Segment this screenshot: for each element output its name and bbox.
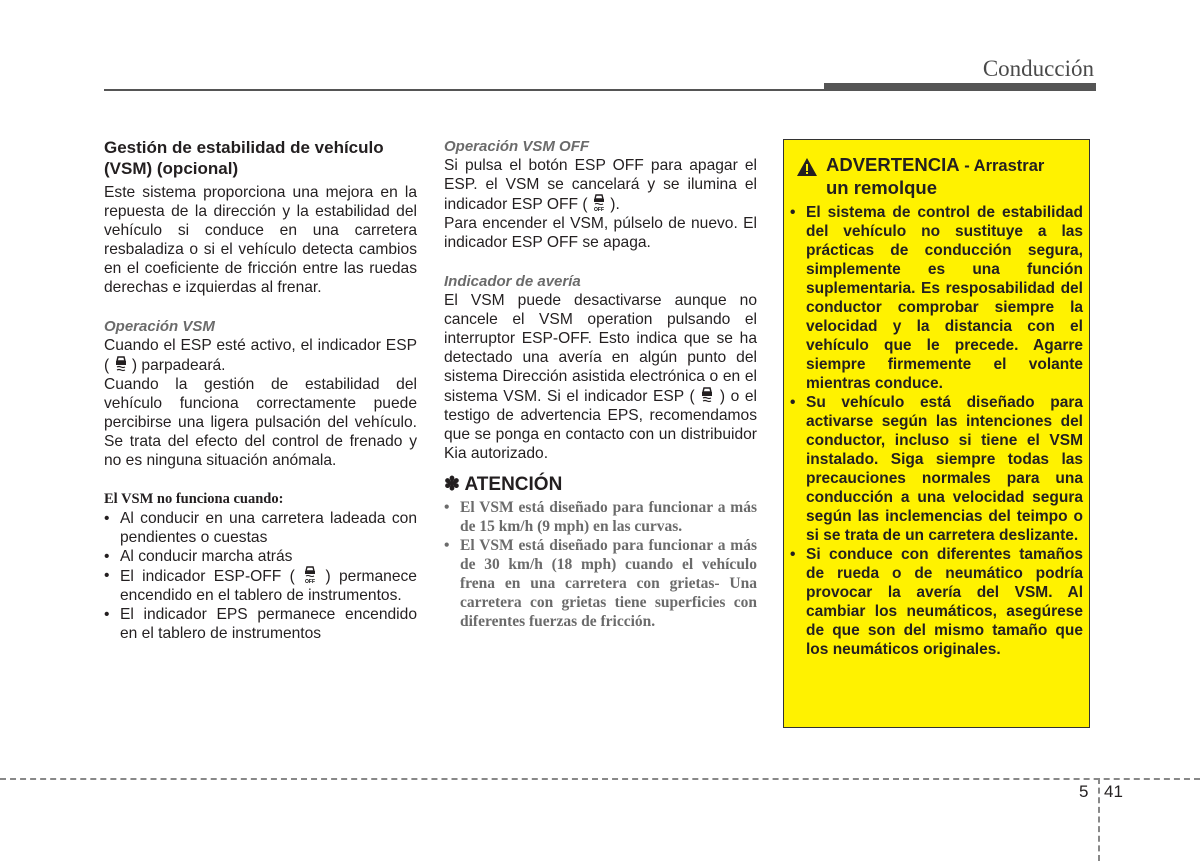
vsm-off-paragraph-2: Para encender el VSM, púlselo de nuevo. El indicador ESP OFF se apaga.	[444, 215, 757, 251]
not-working-list	[104, 509, 417, 643]
column-middle	[444, 137, 757, 631]
footer-vertical-divider	[1098, 778, 1100, 861]
warning-box	[783, 139, 1090, 728]
list-item: • El indicador ESP-OFF ( OFF ) permanece encendido en el tablero de instrumentos.	[104, 566, 417, 605]
list-item: • Si conduce con diferentes tamaños de rueda o de neumático podría provocar la avería del VSM. Al cambiar los neumáticos, asegúrese de que son del mismo tamaño que los neumáticos originales.	[790, 545, 1083, 659]
column-left	[104, 137, 417, 643]
intro-paragraph: Este sistema proporciona una mejora en la repuesta de la dirección y la estabilidad del vehículo si conduce en una carretera resbaladiza o si el vehículo detecta cambios en el coeficiente de fricción entre las ruedas derechas e izquierdas al frenar.	[104, 184, 417, 296]
list-item: • Su vehículo está diseñado para activarse según las intenciones del conductor, incluso si tiene el VSM instalado. Siga siempre todas las precauciones normales para una conducción a una velocidad segura según las inclemencias del teimpo o si se trata de un carretera deslizante.	[790, 393, 1083, 545]
page-number: 41	[1104, 782, 1123, 801]
vsm-off-paragraph-1: Si pulsa el botón ESP OFF para apagar el ESP. el VSM se cancelará y se ilumina el indicador ESP OFF ( OFF ).	[444, 157, 757, 213]
subheading-vsm-off: Operación VSM OFF	[444, 138, 590, 155]
header-divider-thin	[104, 89, 824, 91]
fault-paragraph: El VSM puede desactivarse aunque no cancele el VSM operation pulsando el interruptor ESP-OFF. Esto indica que se ha detectado una avería en algún punto del sistema Dirección asistida electrónica o en el sistema VSM. Si el indicador ESP ( ) o el testigo de advertencia EPS, recomendamos que se ponga en contacto con un distribuidor Kia autorizado.	[444, 292, 757, 462]
section-heading: Gestión de estabilidad de vehículo (VSM) (opcional)	[104, 138, 384, 178]
warning-triangle-icon	[796, 157, 818, 177]
page-header-title: Conducción	[982, 56, 1094, 81]
list-item: • El indicador EPS permanece encendido en el tablero de instrumentos	[104, 605, 417, 643]
svg-text:OFF: OFF	[593, 207, 604, 212]
chapter-number: 5	[1079, 782, 1089, 801]
header-divider-thick	[824, 83, 1096, 91]
esp-car-skid-icon	[700, 386, 714, 404]
caution-heading: ✽ ATENCIÓN	[444, 474, 563, 495]
warning-title: ADVERTENCIA - Arrastrar un remolque	[826, 154, 1045, 198]
vsm-operation-paragraph-2: Cuando la gestión de estabilidad del vehículo funciona correctamente puede percibirse una ligera pulsación del vehículo. Se trata del efecto del control de frenado y no es ninguna situación anómala.	[104, 376, 417, 469]
subheading-fault-indicator: Indicador de avería	[444, 273, 581, 290]
list-item: • Al conducir marcha atrás	[104, 547, 417, 566]
svg-text:OFF: OFF	[305, 579, 316, 584]
footer-divider	[0, 778, 1200, 780]
warning-header	[796, 154, 1083, 199]
esp-car-skid-icon	[114, 355, 128, 373]
list-item: • El VSM está diseñado para funcionar a más de 15 km/h (9 mph) en las curvas.	[444, 498, 757, 536]
esp-off-icon	[303, 566, 317, 584]
subheading-vsm-operation: Operación VSM	[104, 318, 215, 335]
warning-list	[790, 203, 1083, 659]
caution-list	[444, 498, 757, 631]
vsm-operation-paragraph-1: Cuando el ESP esté activo, el indicador ESP ( ) parpadeará.	[104, 337, 417, 374]
list-item: • El sistema de control de estabilidad del vehículo no sustituye a las prácticas de conducción segura, simplemente es una función suplementaria. Es resposabilidad del conductor comprobar siempre la velocidad y la distancia con el vehículo que le precede. Agarre siempre firmemente el volante mientras conduce.	[790, 203, 1083, 393]
list-item: • Al conducir en una carretera ladeada con pendientes o cuestas	[104, 509, 417, 547]
list-item: • El VSM está diseñado para funcionar a más de 30 km/h (18 mph) cuando el vehículo frena en una carretera con grietas- Una carretera con grietas tiene superficies con diferentes fuerzas de fricción.	[444, 536, 757, 631]
esp-off-icon	[592, 194, 606, 212]
not-working-heading: El VSM no funciona cuando:	[104, 491, 284, 507]
